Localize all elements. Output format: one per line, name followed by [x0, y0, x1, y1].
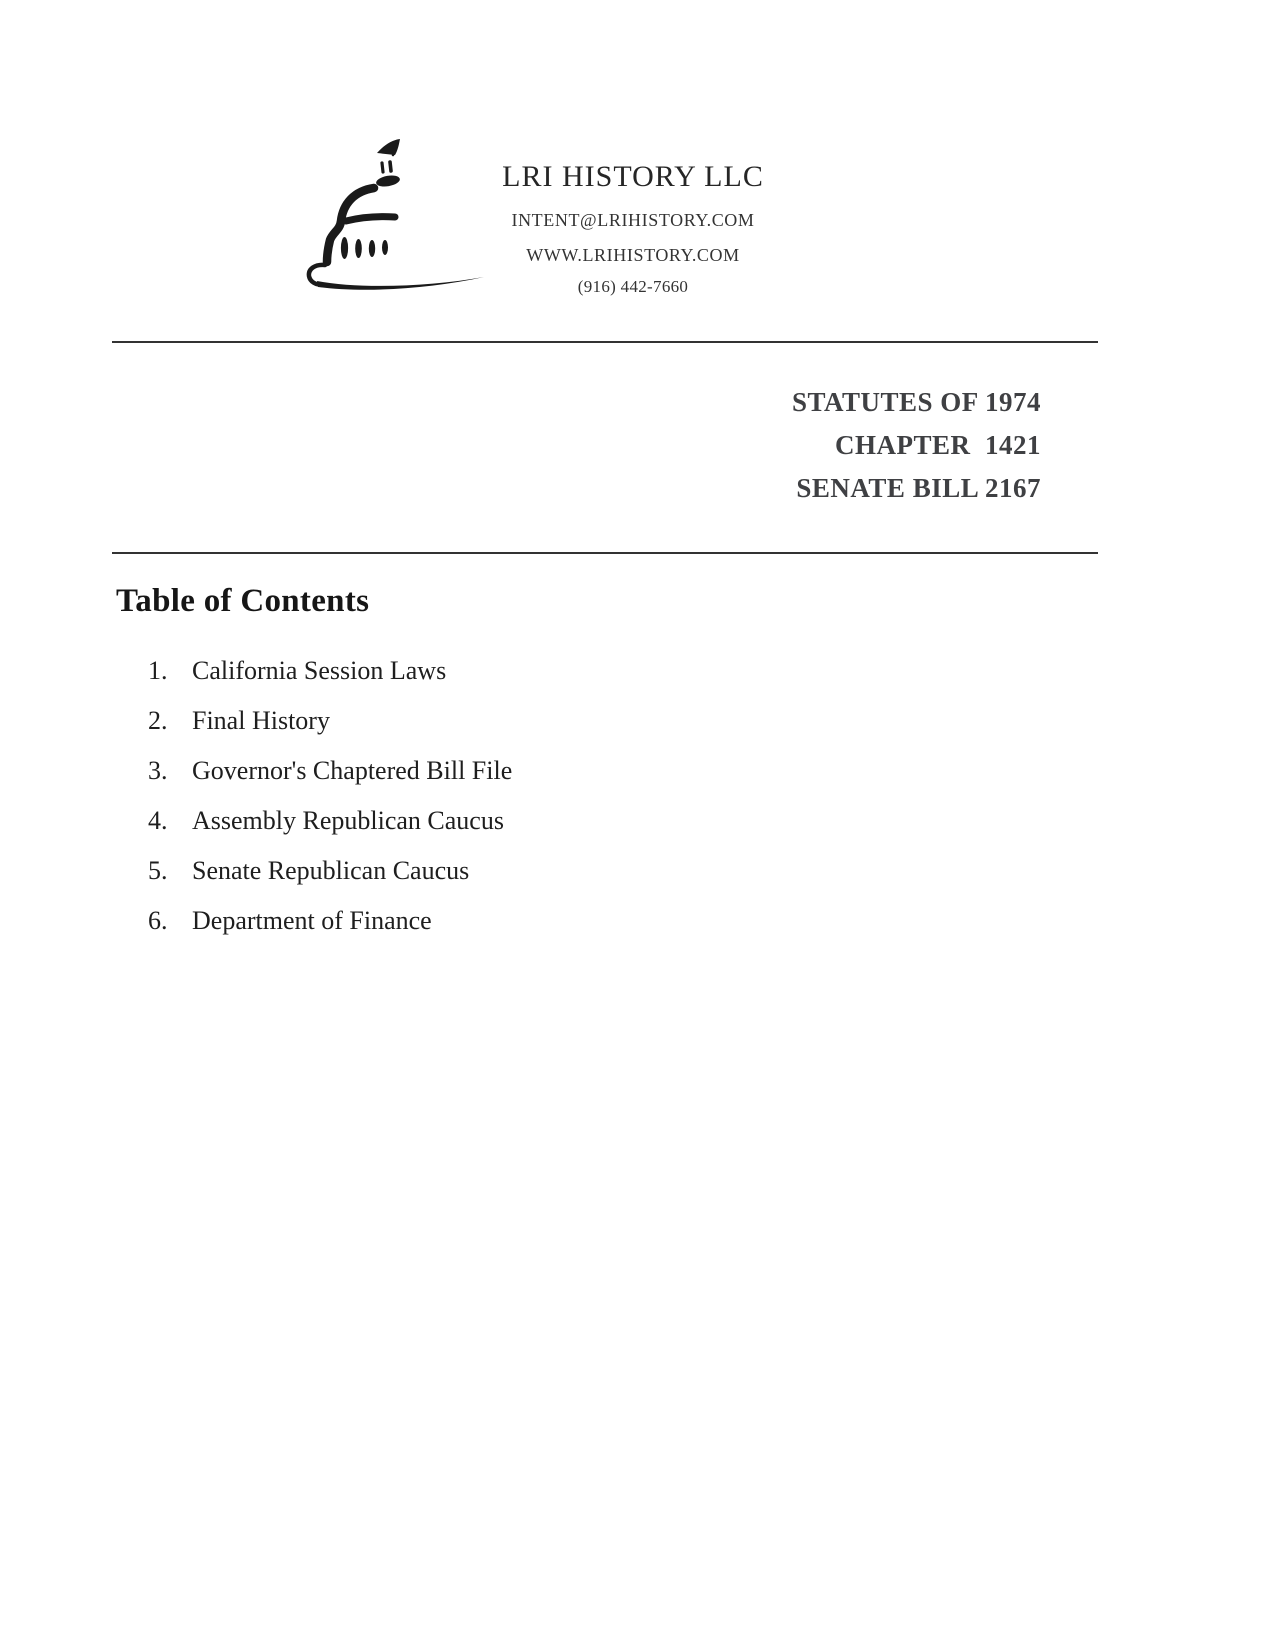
toc-item-label: California Session Laws	[192, 656, 447, 685]
toc-item	[148, 896, 512, 946]
toc-item	[148, 796, 512, 846]
company-website: WWW.LRIHISTORY.COM	[526, 245, 740, 265]
chapter-line: CHAPTER 1421	[834, 430, 1041, 460]
toc-title: Table of Contents	[116, 583, 370, 619]
bill-reference-block	[112, 381, 1041, 510]
divider-top	[112, 341, 1098, 343]
toc-item-label: Final History	[192, 706, 330, 735]
toc-item	[148, 696, 512, 746]
toc-item-label: Assembly Republican Caucus	[192, 806, 504, 835]
letterhead	[433, 159, 833, 299]
company-email: INTENT@LRIHISTORY.COM	[511, 210, 755, 230]
toc-list	[148, 646, 512, 946]
toc-item-number: 3.	[148, 756, 168, 785]
toc-item-label: Senate Republican Caucus	[192, 856, 470, 885]
toc-item	[148, 746, 512, 796]
statutes-line: STATUTES OF 1974	[791, 387, 1041, 417]
company-phone: (916) 442-7660	[577, 277, 689, 296]
toc-item-number: 6.	[148, 906, 168, 935]
company-name: LRI HISTORY LLC	[502, 160, 764, 193]
toc-item-number: 2.	[148, 706, 168, 735]
toc-item-number: 5.	[148, 856, 168, 885]
toc-item-label: Department of Finance	[192, 906, 432, 935]
toc-item	[148, 846, 512, 896]
toc-item-label: Governor's Chaptered Bill File	[192, 756, 513, 785]
toc-item-number: 4.	[148, 806, 168, 835]
senate-bill-line: SENATE BILL 2167	[796, 473, 1041, 503]
toc-item	[148, 646, 512, 696]
toc-item-number: 1.	[148, 656, 168, 685]
divider-bottom	[112, 552, 1098, 554]
